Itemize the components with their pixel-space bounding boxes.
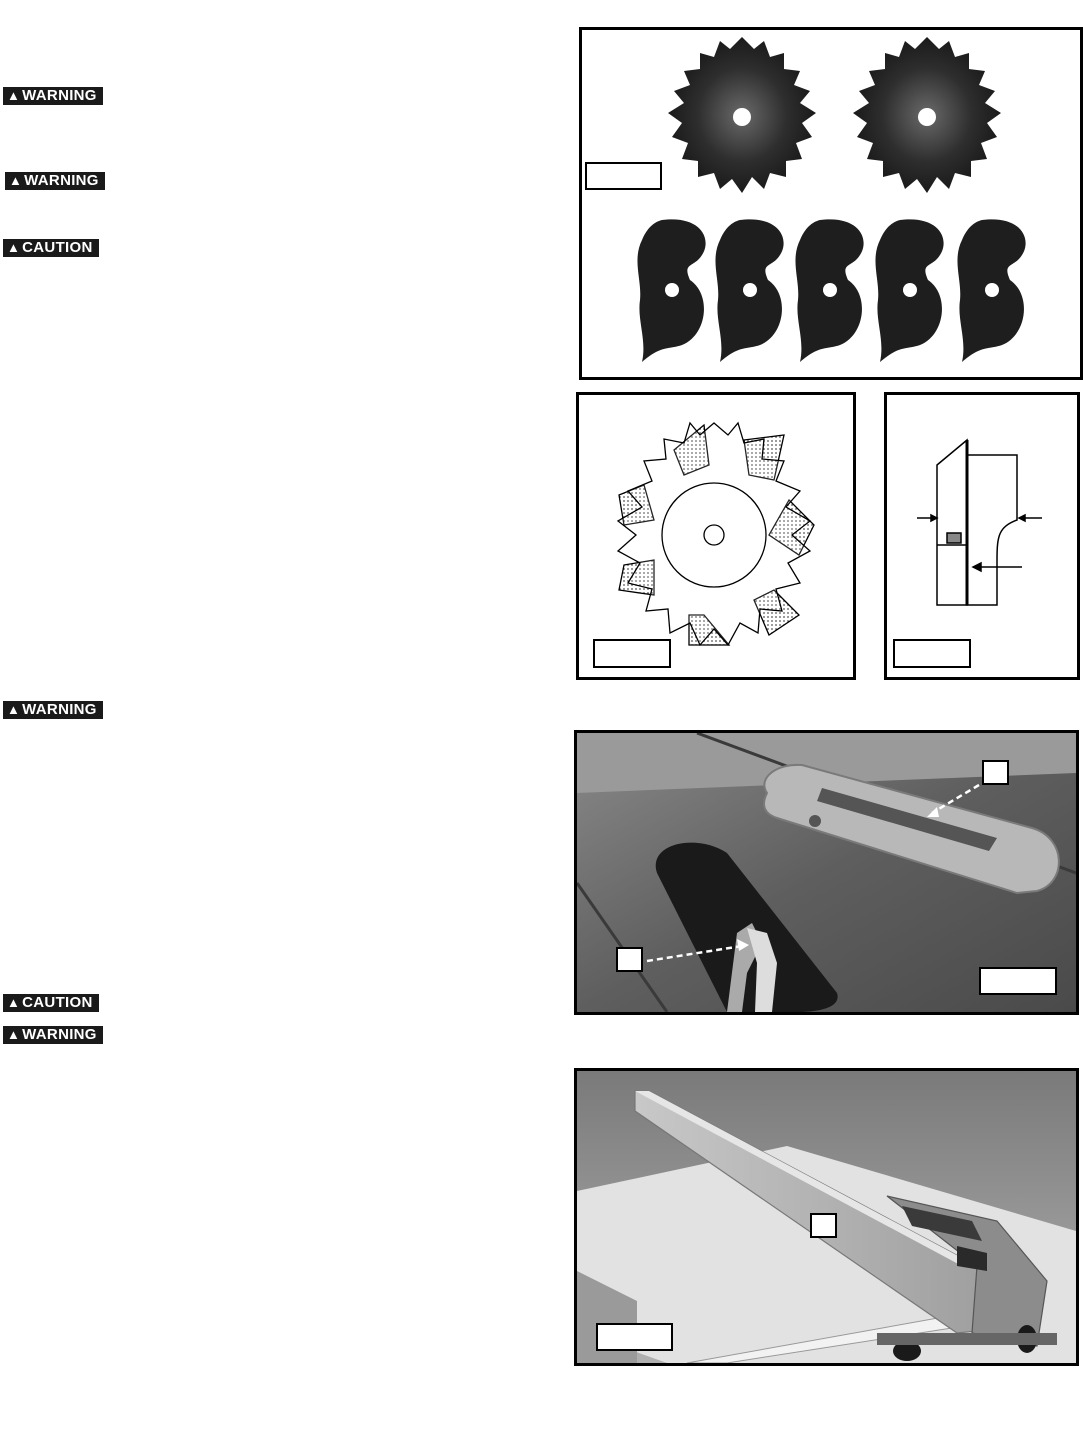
figure-chipper-profile — [884, 392, 1080, 680]
warning-badge-label: WARNING — [22, 87, 97, 104]
figure-label-box — [893, 639, 971, 668]
warning-triangle-icon: ▲ — [7, 240, 21, 255]
warning-badge-label: WARNING — [22, 701, 97, 718]
chipper-1 — [637, 219, 705, 362]
figure-label-box — [585, 162, 662, 190]
chipper-3 — [795, 219, 863, 362]
outside-blade-right — [853, 37, 1001, 193]
caution-badge-label: CAUTION — [22, 994, 93, 1011]
warning-badge-1 — [3, 87, 103, 105]
caution-badge-label: CAUTION — [22, 239, 93, 256]
figure-fence-photo — [574, 1068, 1079, 1366]
figure-label-box — [596, 1323, 673, 1351]
warning-badge-label: WARNING — [22, 1026, 97, 1043]
callout-box-insert — [982, 760, 1009, 785]
warning-badge-3 — [3, 701, 103, 719]
callout-box-blade — [616, 947, 643, 972]
warning-badge-2 — [5, 172, 105, 190]
figure-stacked-dado — [576, 392, 856, 680]
outside-blade-left — [668, 37, 816, 193]
caution-badge-2 — [3, 994, 99, 1012]
figure-label-box — [593, 639, 671, 668]
dado-blade-set-illustration — [582, 30, 1080, 377]
chipper-2 — [715, 219, 783, 362]
figure-label-box — [979, 967, 1057, 995]
callout-box-fence — [810, 1213, 837, 1238]
warning-triangle-icon: ▲ — [9, 173, 23, 188]
chipper-4 — [875, 219, 943, 362]
warning-triangle-icon: ▲ — [7, 702, 21, 717]
chipper-5 — [957, 219, 1025, 362]
figure-dado-blade-set — [579, 27, 1083, 380]
warning-badge-4 — [3, 1026, 103, 1044]
warning-triangle-icon: ▲ — [7, 1027, 21, 1042]
figure-table-insert-photo — [574, 730, 1079, 1015]
chipper-profile-illustration — [887, 395, 1077, 677]
stacked-dado-illustration — [579, 395, 853, 677]
warning-triangle-icon: ▲ — [7, 88, 21, 103]
caution-badge-1 — [3, 239, 99, 257]
warning-triangle-icon: ▲ — [7, 995, 21, 1010]
warning-badge-label: WARNING — [24, 172, 99, 189]
